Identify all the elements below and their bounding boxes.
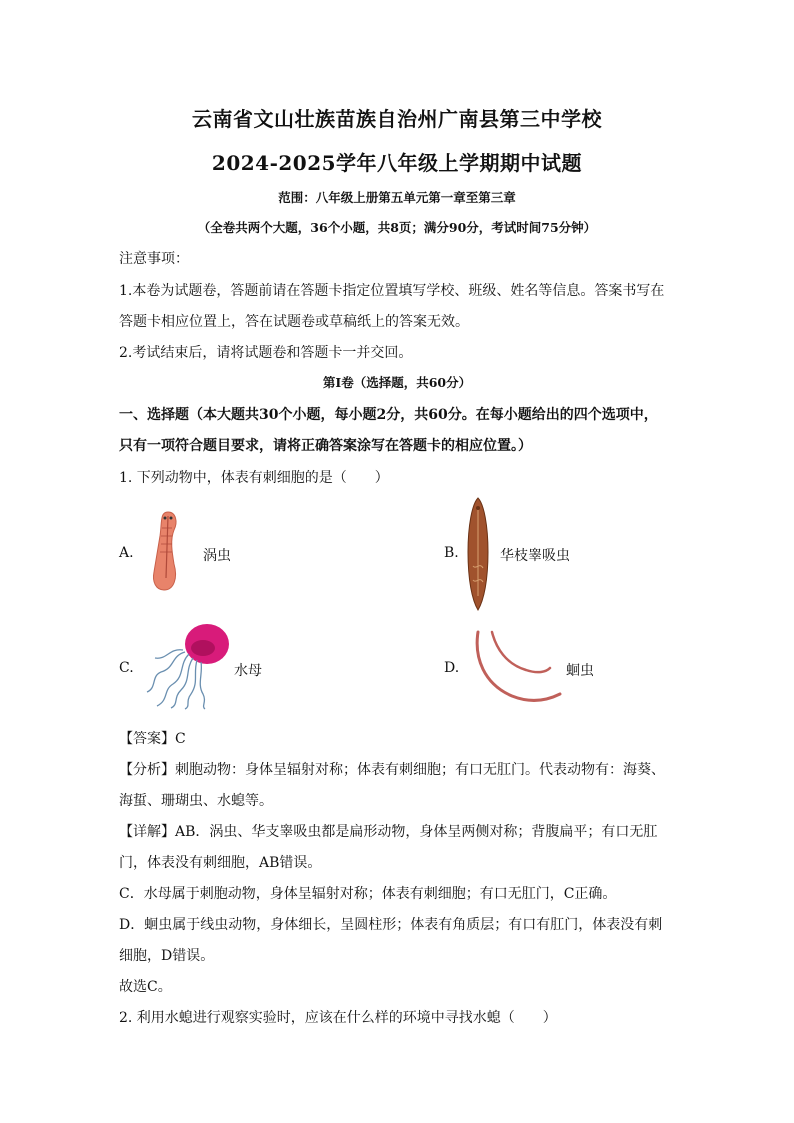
section-instruction-2: 只有一项符合题目要求，请将正确答案涂写在答题卡的相应位置。） xyxy=(119,438,532,454)
exam-info: （全卷共两个大题，36个小题，共8页；满分90分，考试时间75分钟） xyxy=(197,220,597,235)
section-title: 第I卷（选择题，共60分） xyxy=(322,375,472,390)
option-c-letter: C. xyxy=(119,660,134,676)
notes-item-1: 1.本卷为试题卷，答题前请在答题卡指定位置填写学校、班级、姓名等信息。答案书写在 xyxy=(119,283,665,299)
question-1-conclusion: 故选C。 xyxy=(119,979,172,995)
section-instruction-1: 一、选择题（本大题共30个小题，每小题2分，共60分。在每小题给出的四个选项中， xyxy=(119,407,658,423)
question-1-detail-1: 【详解】AB．涡虫、华支睾吸虫都是扁形动物，身体呈两侧对称；背腹扁平；有口无肛 xyxy=(119,824,658,840)
option-c-name: 水母 xyxy=(234,663,262,679)
exam-title: 2024-2025学年八年级上学期期中试题 xyxy=(211,151,583,175)
question-1-detail-2: 门，体表没有刺细胞，AB错误。 xyxy=(119,855,322,871)
question-1-answer: 【答案】C xyxy=(119,731,186,747)
roundworm-image xyxy=(470,628,566,708)
notes-item-1-cont: 答题卡相应位置上，答在试题卷或草稿纸上的答案无效。 xyxy=(119,314,469,330)
question-1-detail-5: 细胞，D错误。 xyxy=(119,948,215,964)
option-a-name: 涡虫 xyxy=(203,548,231,564)
notes-title: 注意事项： xyxy=(119,251,189,267)
option-b-name: 华枝睾吸虫 xyxy=(500,548,570,564)
school-title: 云南省文山壮族苗族自治州广南县第三中学校 xyxy=(192,107,602,131)
planarian-image xyxy=(148,508,188,594)
question-1-detail-3: C．水母属于刺胞动物，身体呈辐射对称；体表有刺细胞；有口无肛门，C正确。 xyxy=(119,886,617,902)
notes-item-2: 2.考试结束后，请将试题卷和答题卡一并交回。 xyxy=(119,345,413,361)
option-a-letter: A. xyxy=(119,545,134,561)
question-1-analysis-2: 海蜇、珊瑚虫、水螅等。 xyxy=(119,793,273,809)
option-d-name: 蛔虫 xyxy=(566,663,594,679)
exam-scope: 范围：八年级上册第五单元第一章至第三章 xyxy=(278,190,516,205)
question-2-stem: 2. 利用水螅进行观察实验时，应该在什么样的环境中寻找水螅（ ） xyxy=(119,1010,557,1026)
option-d-letter: D. xyxy=(444,660,460,676)
question-1-detail-4: D．蛔虫属于线虫动物，身体细长，呈圆柱形；体表有角质层；有口有肛门，体表没有刺 xyxy=(119,917,663,933)
jellyfish-image xyxy=(145,618,235,710)
liver-fluke-image xyxy=(464,496,492,612)
question-1-stem: 1. 下列动物中，体表有刺细胞的是（ ） xyxy=(119,470,389,486)
option-b-letter: B. xyxy=(444,545,459,561)
question-1-analysis-1: 【分析】刺胞动物：身体呈辐射对称；体表有刺细胞；有口无肛门。代表动物有：海葵、 xyxy=(119,762,665,778)
